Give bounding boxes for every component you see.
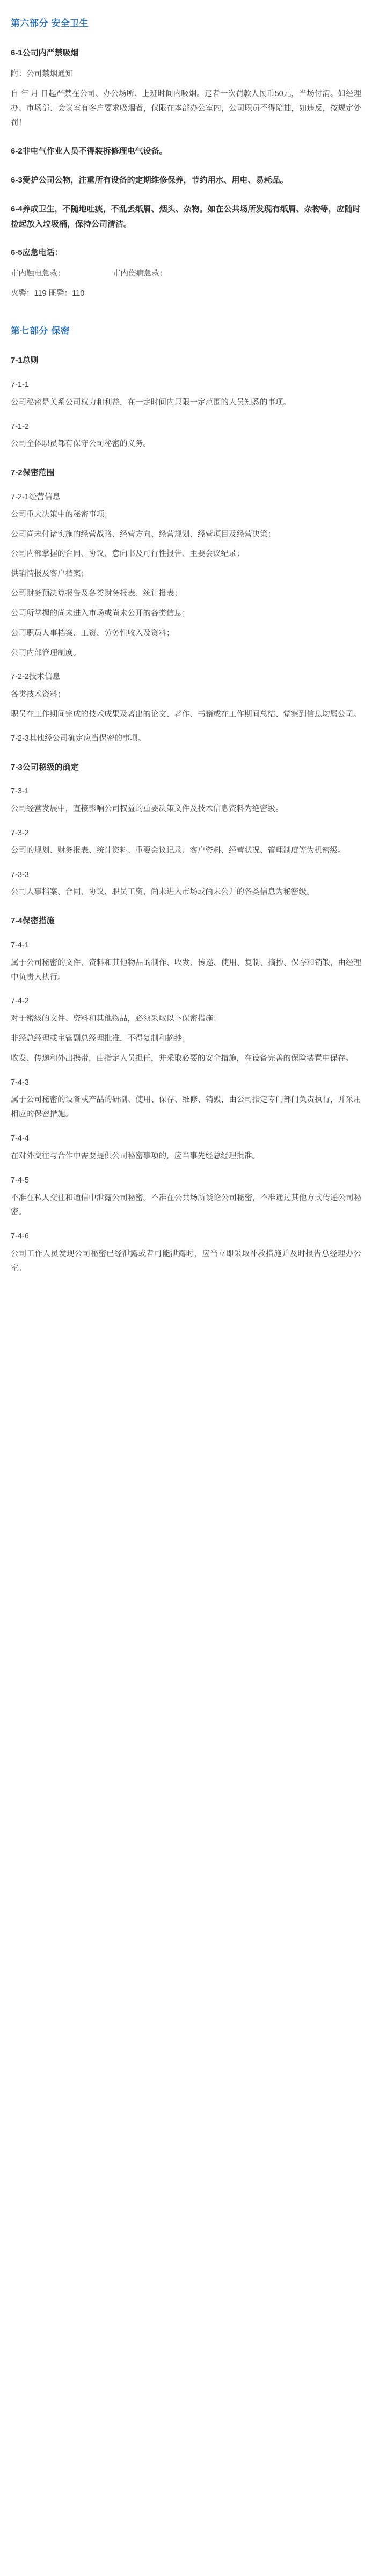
clause-no-7-4-1: 7-4-1 <box>11 940 29 950</box>
clause-text-7-4-1: 属于公司秘密的文件、资料和其他物品的制作、收发、传递、使用、复制、摘抄、保存和销锻，由经理中负责人执行。 <box>11 958 361 982</box>
clause-no-7-4-2: 7-4-2 <box>11 997 29 1006</box>
clause-7-2-1-item-6: 公司内部管理制度。 <box>11 648 81 658</box>
clause-text-7-4-4: 在对外交往与合作中需要提供公司秘密事项的，应当事先经总经理批准。 <box>11 1151 260 1161</box>
clause-text-7-4-3: 属于公司秘密的设备或产品的研制、使用、保存、维修、销毁，由公司指定专门部门负责执行，并采用相应的保密措施。 <box>11 1096 361 1119</box>
emergency-fire-police-label: 火警：119 匪警：110 <box>11 289 85 298</box>
clause-text-7-1-2: 公司全体职员都有保守公司秘密的义务。 <box>11 440 151 449</box>
clause-no-7-2-3: 7-2-3其他经公司确定应当保密的事项。 <box>11 734 146 743</box>
clause-text-7-3-3: 公司人事档案、合同、协议、职员工资、尚未进入市场或尚未公开的各类信息为秘密级。 <box>11 888 315 897</box>
chapter-title-6: 第六部分 安全卫生 <box>11 18 89 28</box>
clause-7-2-2-item-0: 职员在工作期间完成的技术成果及著出的论文、著作、书籍或在工作期间总结、觉察到信息均属公司。 <box>11 710 361 719</box>
clause-7-2-1-item-3: 公司财务预决算报告及各类财务报表、统计报表； <box>11 589 182 599</box>
clause-7-2-1-item-4: 公司所掌握的尚未进入市场或尚未公开的各类信息； <box>11 609 190 618</box>
section-title-7-2: 7-2保密范围 <box>11 468 55 478</box>
section-title-6-1: 6-1公司内严禁吸烟 <box>11 48 79 58</box>
clause-no-7-1-1: 7-1-1 <box>11 381 29 389</box>
section-title-6-5: 6-5应急电话： <box>11 248 63 258</box>
clause-no-7-4-5: 7-4-5 <box>11 1176 29 1185</box>
notice-body: 自 年 月 日起严禁在公司、办公场所、上班时间内吸烟。违者一次罚款人民币50元，当场付清。如经理办、市场部、会议室有客户要求吸烟者，仅限在本部办公室内，公司职员不得陪抽，如违反，按规定处罚！ <box>11 90 361 127</box>
clause-7-2-1-item-0: 公司尚未付诸实施的经营战略、经营方向、经营规划、经营项目及经营决策； <box>11 530 275 539</box>
emergency-line-2 <box>11 287 361 301</box>
clause-7-4-2-sub-0: 非经总经理或主管副总经理批准，不得复制和摘抄； <box>11 1034 190 1043</box>
clause-no-7-2-2: 7-2-2技术信息 <box>11 673 60 682</box>
section-title-6-4: 6-4养成卫生，不随地吐痰，不乱丢纸屑、烟头、杂物。如在公共场所发现有纸屑、杂物等，应随时捡起放入垃圾桶，保持公司清洁。 <box>11 204 361 229</box>
clause-no-7-4-6: 7-4-6 <box>11 1232 29 1241</box>
clause-no-7-3-3: 7-3-3 <box>11 870 29 879</box>
emergency-line-1 <box>11 267 361 281</box>
clause-no-7-2-1: 7-2-1经营信息 <box>11 493 60 501</box>
clause-no-7-3-1: 7-3-1 <box>11 787 29 796</box>
clause-7-2-1-item-1: 公司内部掌握的合同、协议、意向书及可行性报告、主要会议纪录； <box>11 550 244 559</box>
chapter-title-7: 第七部分 保密 <box>11 325 70 336</box>
emergency-electric-label: 市内触电急救： <box>11 269 65 279</box>
section-title-6-3: 6-3爱护公司公物，注重所有设备的定期维修保养，节约用水、用电、易耗品。 <box>11 176 288 185</box>
notice-lead: 附：公司禁烟通知 <box>11 70 73 79</box>
clause-no-7-3-2: 7-3-2 <box>11 828 29 837</box>
clause-text-7-4-6: 公司工作人员发现公司秘密已经泄露或者可能泄露时，应当立即采取补救措施并及时报告总经理办公室。 <box>11 1249 361 1273</box>
clause-text-7-4-5: 不准在私人交往和通信中泄露公司秘密。不准在公共场所谈论公司秘密，不准通过其他方式传递公司秘密。 <box>11 1193 361 1217</box>
clause-text-7-3-2: 公司的规划、财务报表、统计资料、重要会议记录、客户资料、经营状况、管理制度等为机密级。 <box>11 846 346 855</box>
section-title-7-1: 7-1总则 <box>11 356 39 366</box>
clause-no-7-4-3: 7-4-3 <box>11 1078 29 1087</box>
clause-7-2-2-lead: 各类技术资料； <box>11 690 65 699</box>
emergency-medical-label: 市内伤病急救： <box>113 269 167 279</box>
section-title-6-2: 6-2非电气作业人员不得装拆修理电气设备。 <box>11 147 167 156</box>
clause-no-7-4-4: 7-4-4 <box>11 1134 29 1143</box>
section-title-7-3: 7-3公司秘级的确定 <box>11 762 79 772</box>
clause-7-2-1-item-2: 供销情报及客户档案； <box>11 570 89 579</box>
clause-text-7-3-1: 公司经营发展中，直接影响公司权益的重要决策文件及技术信息资料为绝密级。 <box>11 805 283 814</box>
section-title-7-4: 7-4保密措施 <box>11 916 55 926</box>
clause-no-7-1-2: 7-1-2 <box>11 422 29 431</box>
clause-7-2-1-item-5: 公司职员人事档案、工资、劳务性收入及资料； <box>11 629 174 638</box>
clause-text-7-4-2: 对于密级的文件、资料和其他物品，必须采取以下保密措施： <box>11 1015 221 1024</box>
clause-7-2-1-lead: 公司重大决策中的秘密事项； <box>11 510 112 519</box>
clause-7-4-2-sub-1: 收发、传递和外出携带，由指定人员担任，并采取必要的安全措施，在设备完善的保险装置中保存。 <box>11 1054 353 1063</box>
clause-text-7-1-1: 公司秘密是关系公司权力和利益，在一定时间内只限一定范围的人员知悉的事项。 <box>11 398 291 407</box>
